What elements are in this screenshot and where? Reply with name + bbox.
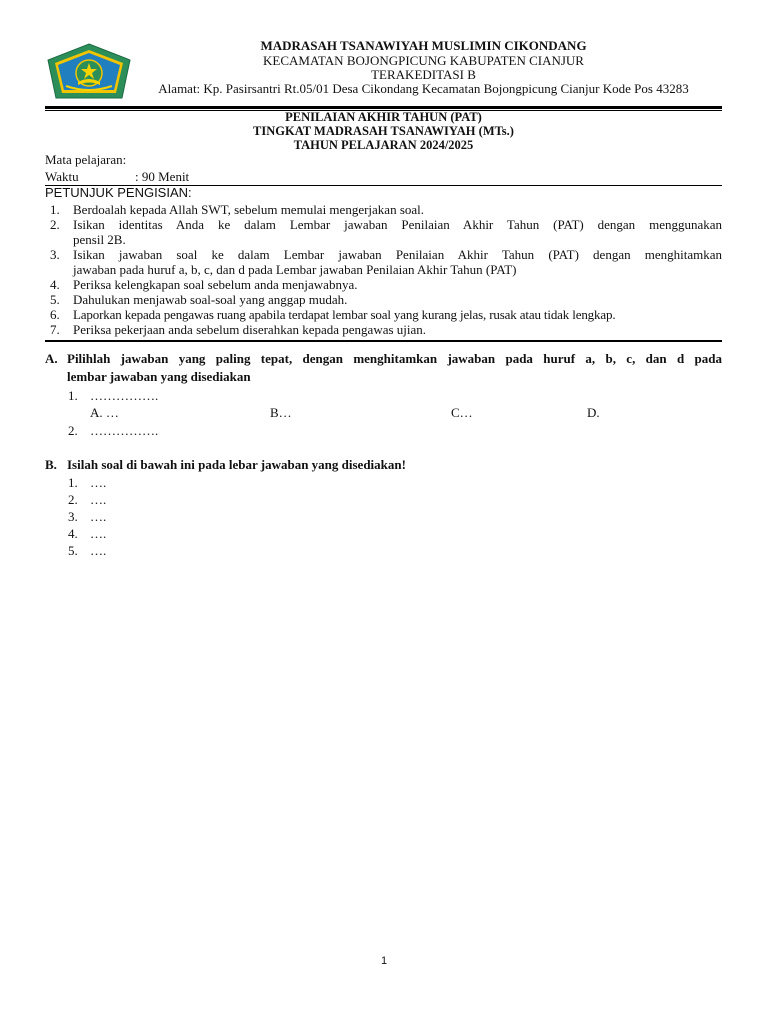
instruction-number: 2. (50, 217, 60, 232)
instruction-text-line1: Isikan jawaban soal ke dalam Lembar jawaban Penilaian Akhir Tahun (PAT) dengan menghitamkan (73, 247, 722, 262)
instructions-rule (45, 340, 722, 342)
instruction-number: 3. (50, 247, 60, 262)
question-number: 5. (68, 543, 78, 558)
section-a-heading (45, 350, 722, 386)
instructions-heading: PETUNJUK PENGISIAN: (45, 185, 192, 200)
instruction-text: Dahulukan menjawab soal-soal yang anggap mudah. (73, 292, 348, 307)
district-line: KECAMATAN BOJONGPICUNG KABUPATEN CIANJUR (263, 53, 584, 68)
question-number: 1. (68, 475, 78, 490)
question-text: …. (90, 543, 107, 558)
instruction-text-line2: jawaban pada huruf a, b, c, dan d pada Lembar jawaban Penilaian Akhir Tahun (PAT) (73, 262, 517, 277)
page-number: 1 (380, 955, 388, 967)
question-number: 2. (68, 423, 78, 438)
accreditation-line: TERAKEDITASI B (371, 67, 476, 82)
question-number: 1. (68, 388, 78, 403)
instruction-item (45, 307, 722, 322)
instruction-text-line1: Isikan identitas Anda ke dalam Lembar jawaban Penilaian Akhir Tahun (PAT) dengan menggunakan (73, 217, 722, 232)
school-name: MADRASAH TSANAWIYAH MUSLIMIN CIKONDANG (260, 38, 587, 53)
option-c: C… (451, 405, 473, 420)
address-line: Alamat: Kp. Pasirsantri Rt.05/01 Desa Cikondang Kecamatan Bojongpicung Cianjur Kode Pos 43283 (158, 81, 689, 96)
instruction-number: 4. (50, 277, 60, 292)
instruction-item (45, 217, 722, 247)
instruction-text: Laporkan kepada pengawas ruang apabila terdapat lembar soal yang kurang jelas, rusak atau tidak lengkap. (73, 307, 616, 322)
kemenag-emblem-icon (46, 42, 132, 104)
instruction-item (45, 247, 722, 277)
question-text: ……………. (90, 388, 159, 403)
question-text: ……………. (90, 423, 159, 438)
section-b-heading (45, 456, 722, 474)
section-letter: B. (45, 457, 57, 472)
exam-year: TAHUN PELAJARAN 2024/2025 (293, 138, 474, 152)
question-number: 2. (68, 492, 78, 507)
time-value: : 90 Menit (135, 169, 190, 184)
question-text: …. (90, 475, 107, 490)
instruction-item (45, 322, 722, 337)
instruction-number: 5. (50, 292, 60, 307)
section-a-line2: lembar jawaban yang disediakan (67, 369, 251, 384)
instruction-text: Periksa kelengkapan soal sebelum anda menjawabnya. (73, 277, 358, 292)
instruction-number: 1. (50, 202, 60, 217)
exam-level: TINGKAT MADRASAH TSANAWIYAH (MTs.) (253, 124, 514, 138)
question-text: …. (90, 509, 107, 524)
question-number: 3. (68, 509, 78, 524)
instruction-text: Berdoalah kepada Allah SWT, sebelum memulai mengerjakan soal. (73, 202, 425, 217)
exam-title: PENILAIAN AKHIR TAHUN (PAT) (285, 110, 482, 124)
option-a: A. … (90, 405, 119, 420)
option-d: D. (587, 405, 600, 420)
subject-label: Mata pelajaran: (45, 152, 127, 167)
letterhead-rule-thick (45, 106, 722, 109)
time-label: Waktu (45, 169, 79, 184)
instruction-item (45, 292, 722, 307)
question-number: 4. (68, 526, 78, 541)
instruction-number: 6. (50, 307, 60, 322)
section-a-line1: Pilihlah jawaban yang paling tepat, dengan menghitamkan jawaban pada huruf a, b, c, dan d pada (67, 351, 722, 366)
instruction-item (45, 277, 722, 292)
option-b: B… (270, 405, 292, 420)
instruction-item (45, 202, 722, 217)
instruction-text-line2: pensil 2B. (73, 232, 126, 247)
question-text: …. (90, 526, 107, 541)
section-b-instruction: Isilah soal di bawah ini pada lebar jawaban yang disediakan! (67, 457, 406, 472)
section-letter: A. (45, 351, 58, 366)
instruction-number: 7. (50, 322, 60, 337)
question-text: …. (90, 492, 107, 507)
instruction-text: Periksa pekerjaan anda sebelum diserahkan kepada pengawas ujian. (73, 322, 427, 337)
